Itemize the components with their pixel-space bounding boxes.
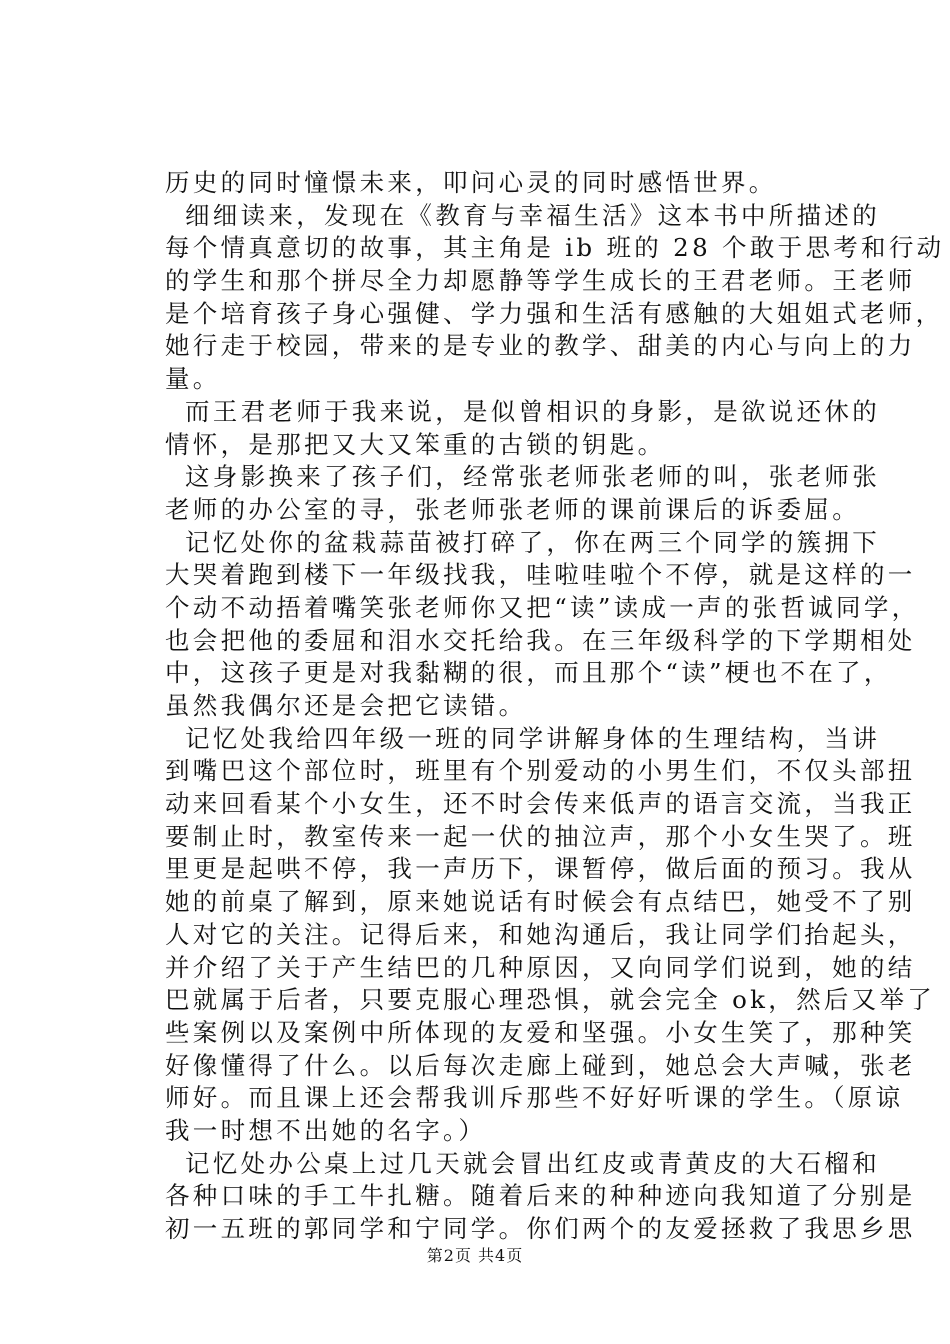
text-line: 好像懂得了什么。以后每次走廊上碰到，她总会大声喊，张老 bbox=[165, 1050, 916, 1080]
text-line: 人对它的关注。记得后来，和她沟通后，我让同学们抬起头， bbox=[165, 919, 916, 949]
text-line: 每个情真意切的故事，其主角是 ib 班的 28 个敢于思考和行动 bbox=[165, 233, 945, 263]
text-line: 到嘴巴这个部位时，班里有个别爱动的小男生们，不仅头部扭 bbox=[165, 756, 916, 786]
text-line: 各种口味的手工牛扎糖。随着后来的种种迹向我知道了分别是 bbox=[165, 1181, 916, 1211]
text-line: 虽然我偶尔还是会把它读错。 bbox=[165, 691, 527, 720]
text-line: 要制止时，教室传来一起一伏的抽泣声，那个小女生哭了。班 bbox=[165, 821, 916, 851]
paragraph-start-line: 这身影换来了孩子们，经常张老师张老师的叫，张老师张 bbox=[185, 462, 880, 492]
text-line: 个动不动捂着嘴笑张老师你又把“读”读成一声的张哲诚同学， bbox=[165, 592, 920, 622]
text-line: 大哭着跑到楼下一年级找我，哇啦哇啦个不停，就是这样的一 bbox=[165, 560, 916, 590]
text-line: 她行走于校园，带来的是专业的教学、甜美的内心与向上的力 bbox=[165, 331, 916, 361]
text-line: 巴就属于后者，只要克服心理恐惧，就会完全 ok，然后又举了 bbox=[165, 985, 936, 1015]
text-line: 里更是起哄不停，我一声历下，课暂停，做后面的预习。我从 bbox=[165, 854, 916, 884]
text-line: 动来回看某个小女生，还不时会传来低声的语言交流，当我正 bbox=[165, 789, 916, 819]
paragraph-start-line: 记忆处你的盆栽蒜苗被打碎了，你在两三个同学的簇拥下 bbox=[185, 527, 880, 557]
text-line: 些案例以及案例中所体现的友爱和坚强。小女生笑了，那种笑 bbox=[165, 1017, 916, 1047]
text-line: 情怀，是那把又大又笨重的古锁的钥匙。 bbox=[165, 429, 666, 459]
paragraph-start-line: 而王君老师于我来说，是似曾相识的身影，是欲说还休的 bbox=[185, 396, 880, 426]
paragraph-start-line: 细细读来，发现在《教育与幸福生活》这本书中所描述的 bbox=[185, 200, 880, 230]
paragraph-start-line: 记忆处办公桌上过几天就会冒出红皮或青黄皮的大石榴和 bbox=[185, 1148, 880, 1178]
paragraph-start-line: 记忆处我给四年级一班的同学讲解身体的生理结构，当讲 bbox=[185, 723, 880, 753]
text-line: 是个培育孩子身心强健、学力强和生活有感触的大姐姐式老师， bbox=[165, 298, 944, 328]
text-line: 她的前桌了解到，原来她说话有时候会有点结巴，她受不了别 bbox=[165, 887, 916, 917]
text-line: 也会把他的委屈和泪水交托给我。在三年级科学的下学期相处 bbox=[165, 625, 916, 655]
text-line: 初一五班的郭同学和宁同学。你们两个的友爱拯救了我思乡思 bbox=[165, 1214, 916, 1243]
text-line: 并介绍了关于产生结巴的几种原因，又向同学们说到，她的结 bbox=[165, 952, 916, 982]
text-line: 历史的同时憧憬未来，叩问心灵的同时感悟世界。 bbox=[165, 168, 777, 197]
text-line: 我一时想不出她的名字。） bbox=[165, 1115, 487, 1145]
text-line: 师好。而且课上还会帮我训斥那些不好好听课的学生。（原谅 bbox=[165, 1083, 904, 1113]
text-line: 的学生和那个拼尽全力却愿静等学生成长的王君老师。王老师 bbox=[165, 266, 916, 296]
page-footer: 第2页 共4页 bbox=[426, 1246, 524, 1265]
text-line: 量。 bbox=[165, 364, 221, 394]
text-line: 中，这孩子更是对我黏糊的很，而且那个“读”梗也不在了， bbox=[165, 658, 892, 688]
document-body bbox=[165, 167, 945, 1246]
text-line: 老师的办公室的寻，张老师张老师的课前课后的诉委屈。 bbox=[165, 494, 860, 524]
